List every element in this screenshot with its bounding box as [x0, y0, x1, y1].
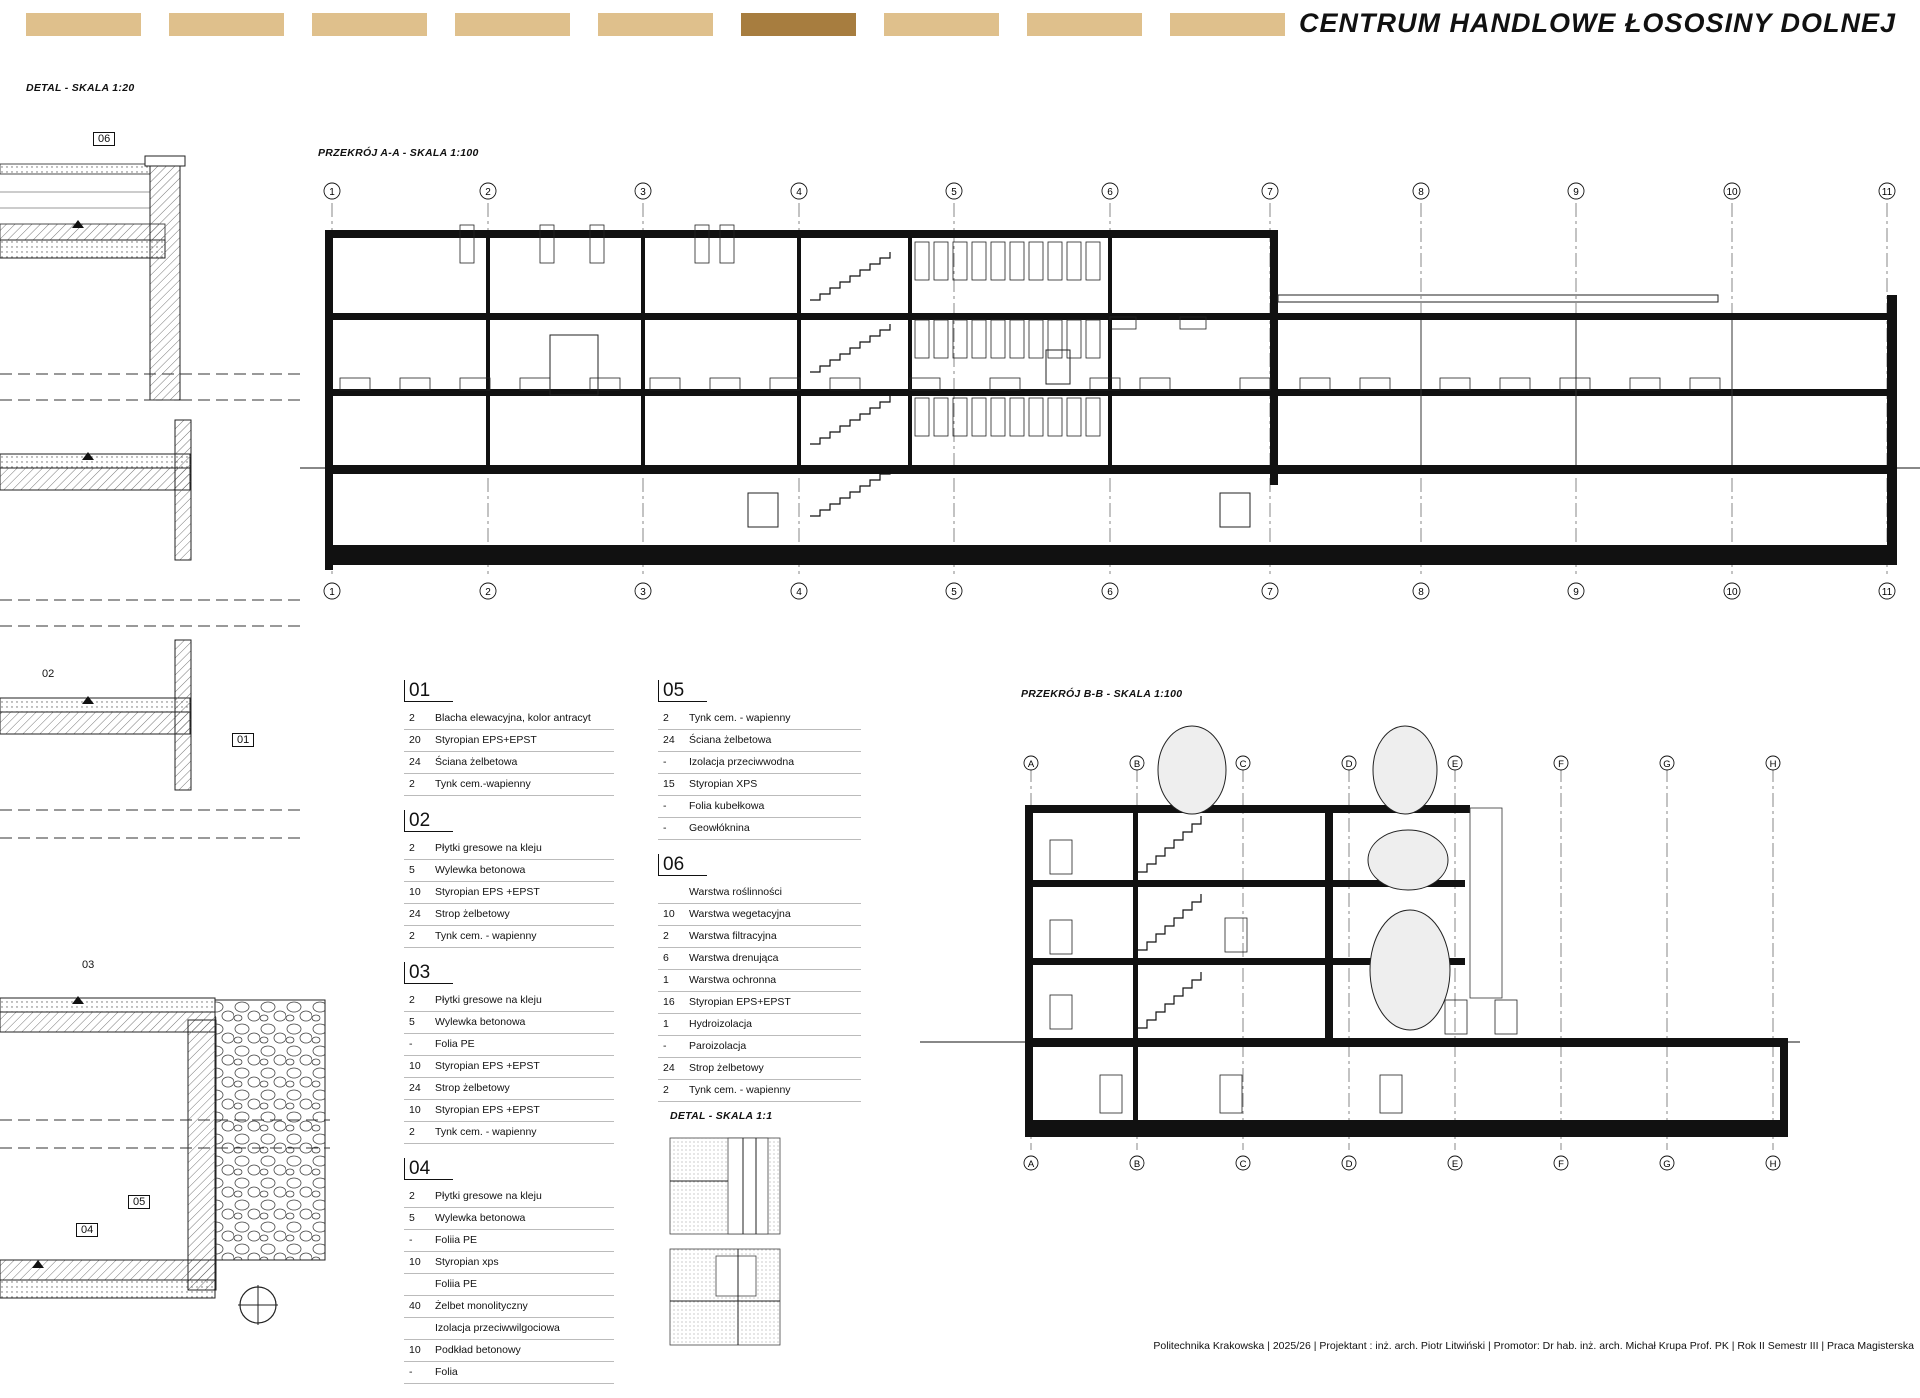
layer-thickness: 10 — [409, 1104, 421, 1116]
legend-group-id: 04 — [404, 1158, 453, 1180]
shop-window — [1029, 242, 1043, 280]
layer-thickness: 2 — [409, 778, 415, 790]
legend-row — [658, 1080, 861, 1102]
wall — [1780, 1038, 1788, 1137]
legend-row — [658, 1036, 861, 1058]
layer-thickness: - — [409, 1366, 413, 1378]
shop-window — [1010, 242, 1024, 280]
layer-material: Warstwa filtracyjna — [689, 930, 777, 942]
layer-material: Styropian EPS +EPST — [435, 886, 540, 898]
legend-row — [404, 708, 614, 730]
layer-thickness: 24 — [409, 756, 421, 768]
layer-thickness: 2 — [409, 1126, 415, 1138]
axis-label: 1 — [329, 587, 335, 598]
axis-label: 5 — [951, 587, 957, 598]
stair-flight — [810, 396, 890, 444]
shop-window — [953, 398, 967, 436]
detail-tag-01: 01 — [232, 733, 254, 747]
layer-thickness: 5 — [409, 1212, 415, 1224]
layer-material: Tynk cem.-wapienny — [435, 778, 531, 790]
furniture — [910, 378, 940, 390]
axis-label: 11 — [1881, 587, 1893, 598]
color-tab-6[interactable] — [741, 13, 856, 36]
axis-label: F — [1558, 1159, 1564, 1170]
layer-material: Ściana żelbetowa — [435, 756, 518, 768]
shop-window — [953, 320, 967, 358]
shop-window — [915, 320, 929, 358]
layer-thickness: 2 — [663, 930, 669, 942]
layer-material: Tynk cem. - wapienny — [689, 712, 791, 724]
legend-group-01 — [404, 680, 614, 796]
layer-thickness: 24 — [663, 734, 675, 746]
canopy — [1278, 295, 1718, 302]
axis-label: 6 — [1107, 187, 1113, 198]
floor-slab — [1270, 313, 1895, 320]
layer-material: Strop żelbetowy — [435, 908, 510, 920]
axis-label: 4 — [796, 187, 802, 198]
wall — [1270, 230, 1278, 485]
stair-flight — [810, 324, 890, 372]
layer-thickness: 10 — [409, 1060, 421, 1072]
shop-window — [1086, 242, 1100, 280]
axis-label: C — [1239, 1159, 1247, 1170]
axis-label: 10 — [1726, 187, 1738, 198]
legend-row — [404, 730, 614, 752]
layer-material: Płytki gresowe na kleju — [435, 1190, 542, 1202]
layer-material: Foliia PE — [435, 1234, 478, 1246]
axis-label: E — [1451, 759, 1459, 770]
furniture — [1500, 378, 1530, 390]
axis-label: E — [1451, 1159, 1459, 1170]
stair-flight — [1138, 894, 1201, 950]
stair-flight — [1138, 816, 1201, 872]
axis-label: F — [1558, 759, 1564, 770]
foundation-slab — [325, 545, 1895, 565]
layer-material: Wylewka betonowa — [435, 864, 526, 876]
roof-slab — [325, 230, 1270, 238]
layer-thickness: - — [409, 1038, 413, 1050]
legend-row — [404, 860, 614, 882]
axis-label: D — [1345, 759, 1353, 770]
legend-row — [404, 1274, 614, 1296]
layer-material: Tynk cem. - wapienny — [435, 1126, 537, 1138]
legend-group-04 — [404, 1158, 614, 1384]
shop-window — [972, 320, 986, 358]
layer-material: Warstwa wegetacyjna — [689, 908, 791, 920]
column — [1108, 238, 1112, 468]
color-tab-5[interactable] — [598, 13, 713, 36]
legend-group-02 — [404, 810, 614, 948]
tree-crown — [1373, 726, 1437, 814]
wall — [1025, 805, 1033, 1135]
axis-label: 10 — [1726, 587, 1738, 598]
layer-material: Warstwa ochronna — [689, 974, 777, 986]
detail-tag-06: 06 — [93, 132, 115, 146]
layer-material: Tynk cem. - wapienny — [435, 930, 537, 942]
legend-row — [658, 818, 861, 840]
legend-row — [404, 926, 614, 948]
furniture — [590, 378, 620, 390]
layer-legend-right — [658, 680, 861, 1116]
furniture — [1690, 378, 1720, 390]
page-title: CENTRUM HANDLOWE ŁOSOSINY DOLNEJ — [1298, 8, 1896, 38]
foundation-slab — [1025, 1120, 1788, 1137]
door — [1380, 1075, 1402, 1113]
axis-label: 3 — [640, 187, 646, 198]
color-tab-4[interactable] — [455, 13, 570, 36]
layer-thickness: 10 — [409, 886, 421, 898]
legend-row — [404, 1252, 614, 1274]
layer-material: Wylewka betonowa — [435, 1212, 526, 1224]
section-aa-label: PRZEKRÓJ A-A - SKALA 1:100 — [318, 147, 479, 159]
layer-material: Strop żelbetowy — [689, 1062, 764, 1074]
layer-thickness: 5 — [409, 1016, 415, 1028]
color-tab-1[interactable] — [26, 13, 141, 36]
legend-row — [658, 1014, 861, 1036]
axis-label: 7 — [1267, 587, 1273, 598]
door — [748, 493, 778, 527]
axis-label: G — [1663, 1159, 1671, 1170]
color-tab-7[interactable] — [884, 13, 999, 36]
legend-row — [404, 1296, 614, 1318]
legend-group-id: 05 — [658, 680, 707, 702]
stair-flight — [810, 252, 890, 300]
tree-crown — [1158, 726, 1226, 814]
layer-thickness: 1 — [663, 1018, 669, 1030]
layer-material: Żelbet monolityczny — [435, 1300, 528, 1312]
legend-row — [658, 948, 861, 970]
layer-material: Płytki gresowe na kleju — [435, 842, 542, 854]
detail-20-label: DETAL - SKALA 1:20 — [26, 82, 135, 94]
axis-label: B — [1133, 759, 1141, 770]
door — [1220, 1075, 1242, 1113]
legend-row — [658, 730, 861, 752]
axis-label: H — [1769, 1159, 1777, 1170]
layer-thickness: - — [663, 822, 667, 834]
layer-material: Geowłóknina — [689, 822, 750, 834]
shop-window — [1048, 398, 1062, 436]
shop-window — [915, 242, 929, 280]
legend-group-id: 01 — [404, 680, 453, 702]
legend-row — [404, 1100, 614, 1122]
furniture — [460, 378, 490, 390]
footer-credits: Politechnika Krakowska | 2025/26 | Projektant : inż. arch. Piotr Litwiński | Promotor: Dr hab. inż. arch. Michał Krupa Prof. PK | Rok II Semestr III | Praca Magisterska — [1153, 1340, 1914, 1352]
axis-label: A — [1027, 1159, 1035, 1170]
detail-tag-03: 03 — [82, 959, 95, 971]
furniture — [1440, 378, 1470, 390]
legend-group-03 — [404, 962, 614, 1144]
shop-window — [1010, 398, 1024, 436]
shop-window — [934, 398, 948, 436]
furniture — [710, 378, 740, 390]
legend-row — [404, 1056, 614, 1078]
legend-row — [658, 882, 861, 904]
axis-label: 9 — [1573, 187, 1579, 198]
color-tab-3[interactable] — [312, 13, 427, 36]
layer-material: Hydroizolacja — [689, 1018, 753, 1030]
shop-window — [1029, 320, 1043, 358]
layer-thickness: 2 — [409, 1190, 415, 1202]
door — [1100, 1075, 1122, 1113]
legend-row — [658, 926, 861, 948]
shop-window — [1067, 320, 1081, 358]
legend-row — [404, 1362, 614, 1384]
axis-label: 6 — [1107, 587, 1113, 598]
legend-row — [404, 1318, 614, 1340]
door — [1445, 1000, 1467, 1034]
shop-window — [1086, 398, 1100, 436]
shop-window — [1048, 242, 1062, 280]
layer-thickness: 40 — [409, 1300, 421, 1312]
furniture — [1140, 378, 1170, 390]
shop-window — [934, 242, 948, 280]
door — [1046, 350, 1070, 384]
shop-window — [934, 320, 948, 358]
layer-legend-left — [404, 680, 614, 1398]
elevator-door — [550, 335, 598, 395]
shop-window — [1048, 320, 1062, 358]
furniture — [1240, 378, 1270, 390]
door — [1220, 493, 1250, 527]
layer-material: Styropian xps — [435, 1256, 499, 1268]
wall — [1325, 805, 1333, 1045]
legend-group-id: 03 — [404, 962, 453, 984]
layer-thickness: - — [663, 1040, 667, 1052]
furniture — [770, 378, 800, 390]
layer-thickness: 16 — [663, 996, 675, 1008]
axis-label: A — [1027, 759, 1035, 770]
furniture — [1300, 378, 1330, 390]
layer-thickness: 10 — [663, 908, 675, 920]
layer-material: Paroizolacja — [689, 1040, 747, 1052]
layer-material: Płytki gresowe na kleju — [435, 994, 542, 1006]
legend-row — [658, 1058, 861, 1080]
furniture — [400, 378, 430, 390]
legend-row — [404, 1078, 614, 1100]
shop-window — [915, 398, 929, 436]
legend-group-id: 06 — [658, 854, 707, 876]
shop-window — [1067, 242, 1081, 280]
legend-group-05 — [658, 680, 861, 840]
shop-window — [953, 242, 967, 280]
axis-label: 5 — [951, 187, 957, 198]
layer-material: Podkład betonowy — [435, 1344, 521, 1356]
layer-thickness: 5 — [409, 864, 415, 876]
detail-tag-05: 05 — [128, 1195, 150, 1209]
layer-thickness: 2 — [409, 712, 415, 724]
legend-row — [658, 904, 861, 926]
layer-material: Styropian EPS+EPST — [435, 734, 537, 746]
section-bb-drawing — [920, 720, 1800, 1180]
layer-thickness — [404, 1318, 435, 1339]
layer-material: Ściana żelbetowa — [689, 734, 772, 746]
axis-label: 11 — [1881, 187, 1893, 198]
legend-row — [658, 796, 861, 818]
detail-tag-04: 04 — [76, 1223, 98, 1237]
furniture — [1630, 378, 1660, 390]
layer-thickness: 24 — [409, 908, 421, 920]
axis-label: C — [1239, 759, 1247, 770]
layer-thickness — [404, 1274, 435, 1295]
color-tab-8[interactable] — [1027, 13, 1142, 36]
door — [1225, 918, 1247, 952]
axis-label: 9 — [1573, 587, 1579, 598]
layer-thickness: - — [663, 756, 667, 768]
layer-thickness: 24 — [409, 1082, 421, 1094]
layer-thickness: 10 — [409, 1344, 421, 1356]
legend-row — [658, 752, 861, 774]
layer-material: Styropian XPS — [689, 778, 758, 790]
layer-material: Strop żelbetowy — [435, 1082, 510, 1094]
layer-thickness: 24 — [663, 1062, 675, 1074]
wall — [325, 230, 333, 570]
layer-thickness: - — [663, 800, 667, 812]
layer-material: Warstwa drenująca — [689, 952, 779, 964]
column — [486, 238, 490, 468]
legend-row — [658, 774, 861, 796]
wall-detail-drawing — [0, 120, 330, 1358]
axis-label: H — [1769, 759, 1777, 770]
legend-row — [404, 838, 614, 860]
layer-material: Izolacja przeciwwodna — [689, 756, 795, 768]
legend-row — [404, 774, 614, 796]
furniture — [650, 378, 680, 390]
layer-thickness: 20 — [409, 734, 421, 746]
layer-material: Folia — [435, 1366, 458, 1378]
shop-window — [991, 320, 1005, 358]
column — [641, 238, 645, 468]
tree-crown — [1370, 910, 1450, 1030]
shop-window — [1086, 320, 1100, 358]
stair-flight — [1138, 972, 1201, 1028]
furniture — [990, 378, 1020, 390]
layer-material: Warstwa roślinności — [689, 886, 782, 898]
legend-row — [658, 992, 861, 1014]
layer-material: Folia PE — [435, 1038, 475, 1050]
axis-label: 1 — [329, 187, 335, 198]
layer-material: Wylewka betonowa — [435, 1016, 526, 1028]
layer-material: Styropian EPS+EPST — [689, 996, 791, 1008]
layer-thickness: 2 — [409, 930, 415, 942]
layer-material: Blacha elewacyjna, kolor antracyt — [435, 712, 591, 724]
shop-window — [991, 398, 1005, 436]
legend-row — [404, 882, 614, 904]
legend-row — [404, 1034, 614, 1056]
axis-label: D — [1345, 1159, 1353, 1170]
legend-row — [404, 1230, 614, 1252]
layer-material: Tynk cem. - wapienny — [689, 1084, 791, 1096]
axis-label: 8 — [1418, 187, 1424, 198]
furniture — [1560, 378, 1590, 390]
layer-material: Styropian EPS +EPST — [435, 1060, 540, 1072]
tree-crown — [1368, 830, 1448, 890]
color-tab-9[interactable] — [1170, 13, 1285, 36]
column — [1133, 813, 1138, 1133]
layer-thickness — [658, 882, 689, 903]
layer-thickness: 10 — [409, 1256, 421, 1268]
section-aa-drawing — [300, 175, 1920, 605]
axis-label: 4 — [796, 587, 802, 598]
legend-row — [404, 1122, 614, 1144]
legend-row — [404, 1186, 614, 1208]
detail-tag-02: 02 — [42, 668, 55, 680]
furniture — [830, 378, 860, 390]
layer-thickness: 15 — [663, 778, 675, 790]
facade-frame — [1470, 808, 1502, 998]
furniture — [1090, 378, 1120, 390]
axis-label: B — [1133, 1159, 1141, 1170]
door — [1050, 840, 1072, 874]
layer-material: Izolacja przeciwwilgociowa — [435, 1322, 560, 1334]
legend-row — [404, 752, 614, 774]
shop-window — [1010, 320, 1024, 358]
stair-flight — [810, 468, 890, 516]
layer-material: Foliia PE — [435, 1278, 478, 1290]
wall — [1887, 295, 1897, 565]
shop-window — [1029, 398, 1043, 436]
axis-label: 2 — [485, 587, 491, 598]
furniture — [340, 378, 370, 390]
shop-window — [972, 242, 986, 280]
legend-group-06 — [658, 854, 861, 1102]
legend-row — [404, 904, 614, 926]
legend-group-id: 02 — [404, 810, 453, 832]
color-tab-2[interactable] — [169, 13, 284, 36]
column — [908, 238, 912, 468]
axis-label: G — [1663, 759, 1671, 770]
shop-window — [972, 398, 986, 436]
layer-thickness: 1 — [663, 974, 669, 986]
shop-window — [1067, 398, 1081, 436]
section-bb-label: PRZEKRÓJ B-B - SKALA 1:100 — [1021, 688, 1183, 700]
layer-thickness: 2 — [663, 1084, 669, 1096]
layer-thickness: 6 — [663, 952, 669, 964]
legend-row — [404, 1208, 614, 1230]
layer-thickness: 2 — [409, 842, 415, 854]
legend-row — [404, 1012, 614, 1034]
axis-label: 8 — [1418, 587, 1424, 598]
legend-row — [404, 990, 614, 1012]
layer-thickness: - — [409, 1234, 413, 1246]
axis-label: 3 — [640, 587, 646, 598]
furniture — [520, 378, 550, 390]
layer-material: Folia kubełkowa — [689, 800, 765, 812]
detail-1-drawing — [668, 1136, 803, 1358]
layer-thickness: 2 — [663, 712, 669, 724]
ground-slab — [1025, 1038, 1788, 1047]
detail-1-label: DETAL - SKALA 1:1 — [670, 1110, 773, 1122]
layer-material: Styropian EPS +EPST — [435, 1104, 540, 1116]
furniture — [1360, 378, 1390, 390]
axis-label: 2 — [485, 187, 491, 198]
legend-row — [404, 1340, 614, 1362]
legend-row — [658, 708, 861, 730]
door — [1495, 1000, 1517, 1034]
legend-row — [658, 970, 861, 992]
door — [1050, 920, 1072, 954]
column — [797, 238, 801, 468]
shop-window — [991, 242, 1005, 280]
door — [1050, 995, 1072, 1029]
axis-label: 7 — [1267, 187, 1273, 198]
layer-thickness: 2 — [409, 994, 415, 1006]
